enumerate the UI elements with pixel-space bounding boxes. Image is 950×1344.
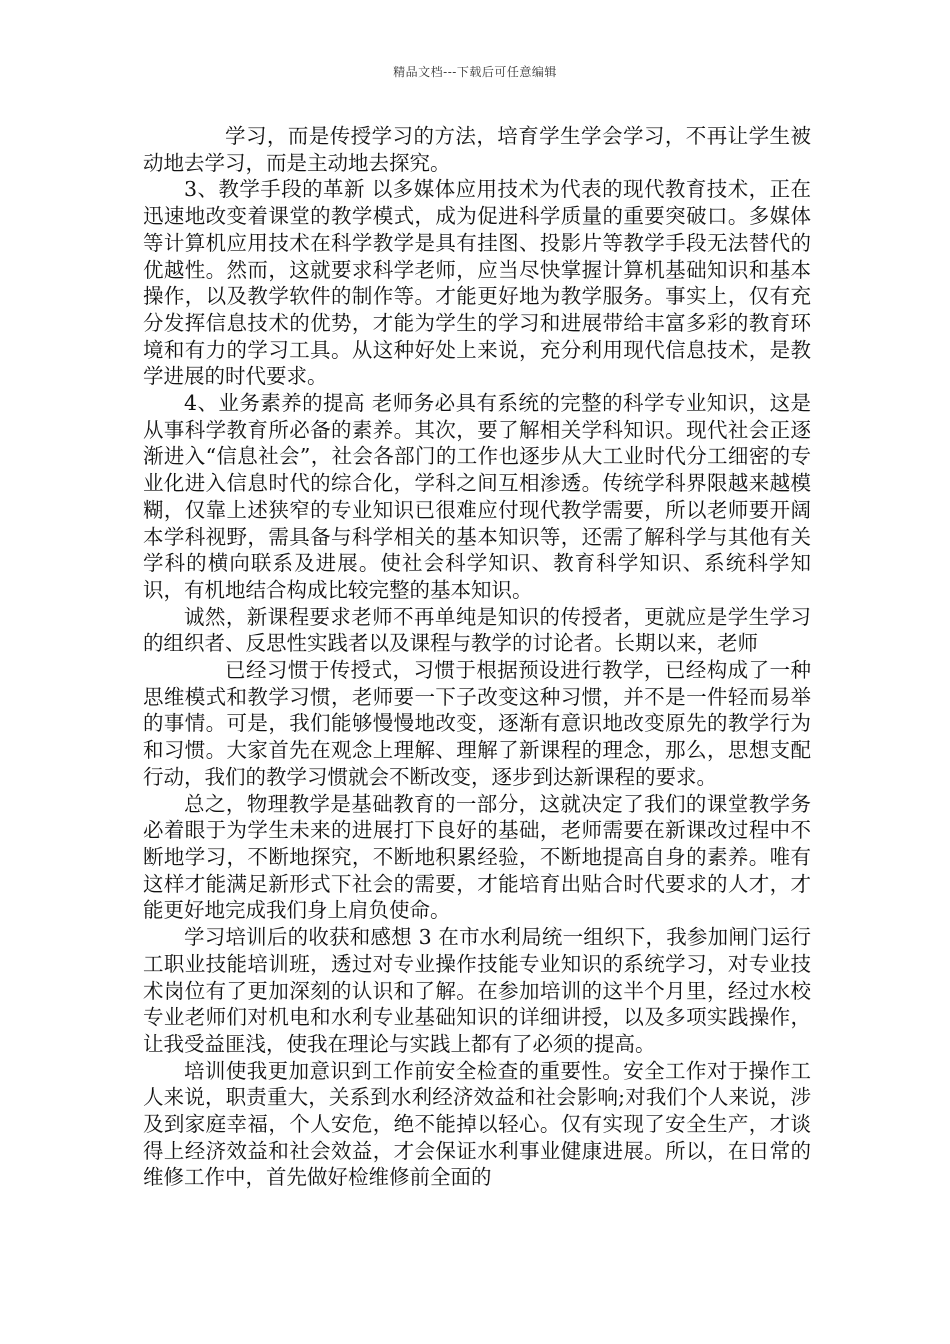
paragraph-7: 学习培训后的收获和感想 3 在市水利局统一组织下，我参加闸门运行工职业技能培训班，透过对专业操作技能专业知识的系统学习，对专业技术岗位有了更加深刻的认识和了解。在参加培训的这半个月里，经过水校专业老师们对机电和水利专业基础知识的详细讲授，以及多项实践操作，让我受益匪浅，使我在理论与实践上都有了必须的提高。 <box>143 925 811 1056</box>
paragraph-6: 总之，物理教学是基础教育的一部分，这就决定了我们的课堂教学务必着眼于为学生未来的进展打下良好的基础，老师需要在新课改过程中不断地学习，不断地探究，不断地积累经验，不断地提高自身的素养。唯有这样才能满足新形式下社会的需要，才能培育出贴合时代要求的人才，才能更好地完成我们身上肩负使命。 <box>143 791 811 923</box>
paragraph-3: 4、业务素养的提高 老师务必具有系统的完整的科学专业知识，这是从事科学教育所必备的素养。其次，要了解相关学科知识。现代社会正逐渐进入“信息社会”，社会各部门的工作也逐步从大工业时代分工细密的专业化进入信息时代的综合化，学科之间互相渗透。传统学科界限越来越模糊，仅靠上述狭窄的专业知识已很难应付现代教学需要，所以老师要开阔本学科视野，需具备与科学相关的基本知识等，还需了解科学与其他有关学科的横向联系及进展。使社会科学知识、教育科学知识、系统科学知识，有机地结合构成比较完整的基本知识。 <box>143 391 811 602</box>
paragraph-2: 3、教学手段的革新 以多媒体应用技术为代表的现代教育技术，正在迅速地改变着课堂的教学模式，成为促进科学质量的重要突破口。多媒体等计算机应用技术在科学教学是具有挂图、投影片等教学手段无法替代的优越性。然而，这就要求科学老师，应当尽快掌握计算机基础知识和基本操作，以及教学软件的制作等。才能更好地为教学服务。事实上，仅有充分发挥信息技术的优势，才能为学生的学习和进展带给丰富多彩的教育环境和有力的学习工具。从这种好处上来说，充分利用现代信息技术，是教学进展的时代要求。 <box>143 177 811 389</box>
paragraph-1: 学习，而是传授学习的方法，培育学生学会学习，不再让学生被动地去学习，而是主动地去探究。 <box>143 124 811 175</box>
document-body <box>143 123 811 1191</box>
paragraph-5: 已经习惯于传授式，习惯于根据预设进行教学，已经构成了一种思维模式和教学习惯，老师要一下子改变这种习惯，并不是一件轻而易举的事情。可是，我们能够慢慢地改变，逐渐有意识地改变原先的教学行为和习惯。大家首先在观念上理解、理解了新课程的理念，那么，思想支配行动，我们的教学习惯就会不断改变，逐步到达新课程的要求。 <box>143 658 811 789</box>
paragraph-4: 诚然，新课程要求老师不再单纯是知识的传授者，更就应是学生学习的组织者、反思性实践者以及课程与教学的讨论者。长期以来，老师 <box>143 604 811 656</box>
paragraph-8: 培训使我更加意识到工作前安全检查的重要性。安全工作对于操作工人来说，职责重大，关系到水利经济效益和社会影响;对我们个人来说，涉及到家庭幸福，个人安危，绝不能掉以轻心。仅有实现了安全生产，才谈得上经济效益和社会效益，才会保证水利事业健康进展。所以，在日常的维修工作中，首先做好检维修前全面的 <box>143 1058 811 1190</box>
page-header: 精品文档---下载后可任意编辑 <box>393 65 557 79</box>
